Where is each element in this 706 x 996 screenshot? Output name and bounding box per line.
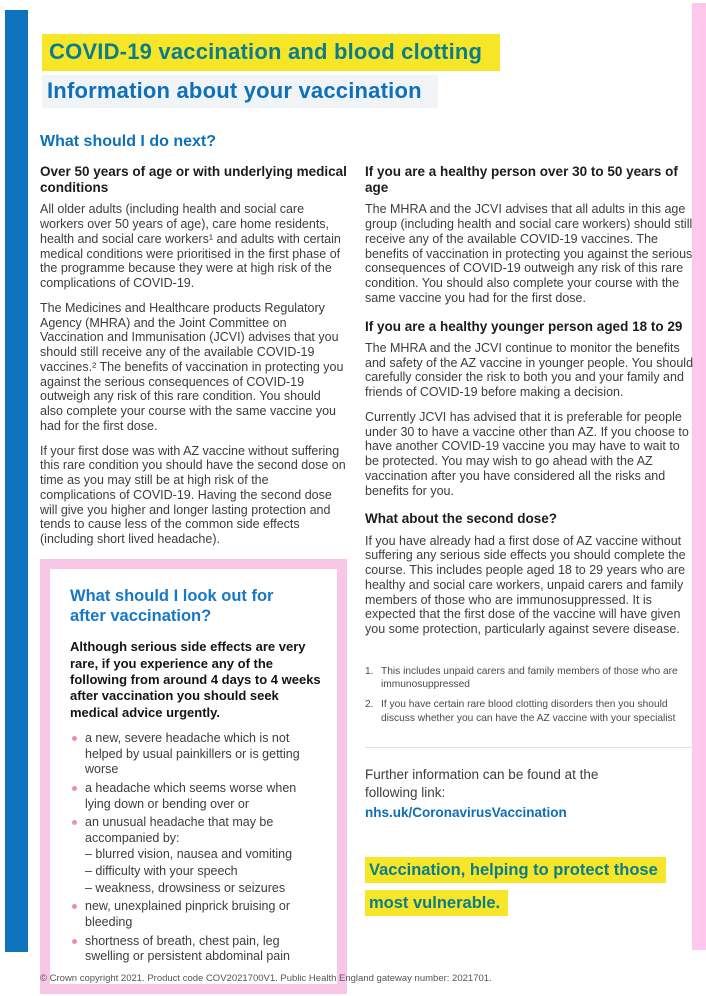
further-info-text: Further information can be found at the following link: — [365, 766, 599, 800]
footnotes — [365, 665, 693, 725]
paragraph: If your first dose was with AZ vaccine without suffering this rare condition you should have the second dose on time as you may still be at high risk of the complications of COVID-19. Having the second dose will give you higher and longer lasting protection and tends to cause less of the common side effects (including short lived headache). — [40, 443, 346, 547]
warning-bullet-list — [70, 731, 321, 965]
footnote-number: 1. — [365, 665, 374, 677]
section-heading-what-next: What should I do next? — [40, 133, 216, 150]
page-subtitle-text: Information about your vaccination — [42, 75, 438, 108]
bullet-text: a headache which seems worse when lying down or bending over or — [85, 780, 297, 811]
bullet-item — [70, 781, 321, 812]
footnote-item — [365, 665, 693, 692]
section-subheading: What about the second dose? — [365, 511, 558, 527]
warning-box-intro: Although serious side effects are very rare, if you experience any of the following from around 4 days to 4 weeks after vaccination you should seek medical advice urgently. — [70, 639, 321, 720]
content-section — [365, 316, 693, 499]
bullet-text: a new, severe headache which is not helped by usual painkillers or is getting worse — [85, 731, 300, 777]
bullet-text: shortness of breath, chest pain, leg swelling or persistent abdominal pain — [85, 933, 290, 964]
right-column — [365, 161, 693, 994]
nhs-vaccination-link[interactable]: nhs.uk/CoronavirusVaccination — [365, 805, 567, 821]
left-column — [40, 161, 347, 994]
paragraph: If you have already had a first dose of AZ vaccine without suffering any serious side effects you should complete the course. This includes people aged 18 to 29 years who are healthy and social care workers, unpaid carers and family members of those who are immunosuppressed. It is expected that the first dose of the vaccine will have given you some protection, particularly against severe disease. — [365, 533, 686, 636]
section-paragraphs — [365, 202, 693, 305]
paragraph: Currently JCVI has advised that it is preferable for people under 30 to have a vaccine other than AZ. If you choose to have another COVID-19 vaccine you may have to wait to be protected. You may wish to go ahead with the AZ vaccination after you have considered all the risks and benefits for you. — [365, 409, 689, 498]
bullet-item — [70, 815, 321, 896]
page-title-text: COVID-19 vaccination and blood clotting — [42, 34, 500, 71]
page-title — [42, 30, 686, 71]
bullet-subitem: – difficulty with your speech — [85, 864, 238, 878]
footnote-item — [365, 698, 693, 725]
paragraph: All older adults (including health and social care workers over 50 years of age), care home residents, health and social care workers¹ and adults with certain medical conditions were prioritised in the first phase of the programme because they were at high risk of the complications of COVID-19. — [40, 202, 341, 291]
two-column-layout — [40, 161, 694, 994]
bullet-dot-icon — [72, 820, 77, 825]
footnote-text: This includes unpaid carers and family members of those who are immunosuppressed — [381, 665, 678, 690]
paragraph: The MHRA and the JCVI continue to monitor the benefits and safety of the AZ vaccine in younger people. You should carefully consider the risk to both you and your family and friends of COVID-19 before making a decision. — [365, 340, 694, 400]
bullet-subitem: – blurred vision, nausea and vomiting — [85, 847, 293, 862]
bullet-dot-icon — [72, 736, 77, 741]
content-section — [365, 508, 693, 636]
warning-box — [40, 559, 347, 994]
paragraph: The MHRA and the JCVI advises that all adults in this age group (including health and social care workers) should still receive any of the available COVID-19 vaccines. The benefits of vaccination in protecting you against the serious consequences of COVID-19 outweigh any risk of this rare condition. You should also complete your course with the same vaccine you had for the first dose. — [365, 202, 693, 305]
bullet-dot-icon — [72, 939, 77, 944]
paragraph: The Medicines and Healthcare products Regulatory Agency (MHRA) and the Joint Committee on Vaccination and Immunisation (JCVI) advises that you should still receive any of the available COVID-19 vaccines.² The benefits of vaccination in protecting you against the serious consequences of COVID-19 outweigh any risk of this rare condition. You should also complete your course with the same vaccine you had for the first dose. — [40, 300, 344, 433]
right-column-sections — [365, 161, 693, 637]
bullet-dot-icon — [72, 786, 77, 791]
footnote-text: If you have certain rare blood clotting disorders then you should discuss whether you can have the AZ vaccine with your specialist — [381, 699, 676, 724]
bullet-item — [70, 731, 321, 778]
section-subheading: If you are a healthy person over 30 to 50 years of age — [365, 164, 678, 196]
footer-copyright: © Crown copyright 2021. Product code COV2021700V1. Public Health England gateway number: 2021701. — [40, 973, 492, 984]
bullet-dot-icon — [72, 904, 77, 909]
bullet-subitem: – weakness, drowsiness or seizures — [85, 880, 286, 895]
section-paragraphs — [365, 341, 693, 499]
warning-box-heading: What should I look out for after vaccination? — [70, 586, 274, 625]
page-subtitle — [42, 75, 686, 108]
section-paragraphs — [365, 534, 693, 637]
content-section — [365, 161, 693, 306]
tagline — [365, 854, 693, 920]
section-subheading: If you are a healthy younger person aged 18 to 29 — [365, 318, 683, 334]
bullet-text: new, unexplained pinprick bruising or bleeding — [85, 899, 290, 929]
bullet-text: an unusual headache that may be accompanied by: — [85, 815, 274, 845]
tagline-text: Vaccination, helping to protect those most vulnerable. — [365, 857, 666, 916]
divider-line — [365, 747, 693, 748]
bullet-item — [70, 934, 321, 965]
footnote-number: 2. — [365, 699, 374, 711]
bullet-item — [70, 899, 321, 930]
left-column-paragraphs — [40, 202, 347, 547]
bullet-subitems — [85, 847, 321, 896]
subheading-over-50: Over 50 years of age or with underlying medical conditions — [40, 164, 347, 196]
